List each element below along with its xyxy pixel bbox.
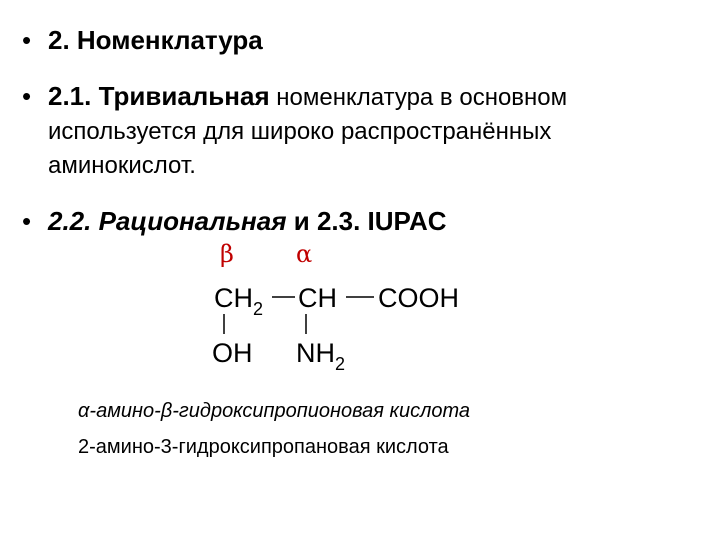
rational-name: α-амино-β-гидроксипропионовая кислота [78,400,471,422]
bullet-icon: • [22,81,32,111]
iupac-name: 2-амино-3-гидроксипропановая кислота [78,436,449,458]
trivial-heading: 2.1. Тривиальная [48,81,270,111]
alpha-label: α [296,240,313,268]
carbon-beta: $CH_2$ [214,283,264,319]
hydroxyl-group: OH [212,338,253,368]
amino-group: $NH_2$ [296,338,346,374]
carbon-alpha: CH [298,283,337,313]
rational-iupac-heading [48,205,700,238]
iupac-heading: и 2.3. IUPAC [286,206,447,236]
bullet-icon: • [22,25,32,55]
heading-nomenclature: 2. Номенклатура [48,25,263,55]
rational-heading: 2.2. Рациональная [48,206,287,236]
trivial-paragraph [48,80,700,182]
trivial-description: номенклатура в основном используется для широко распространённых аминокислот. [48,84,568,179]
bullet-icon: • [22,206,32,236]
carboxyl-group: COOH [378,283,459,313]
beta-label: β [220,240,234,268]
